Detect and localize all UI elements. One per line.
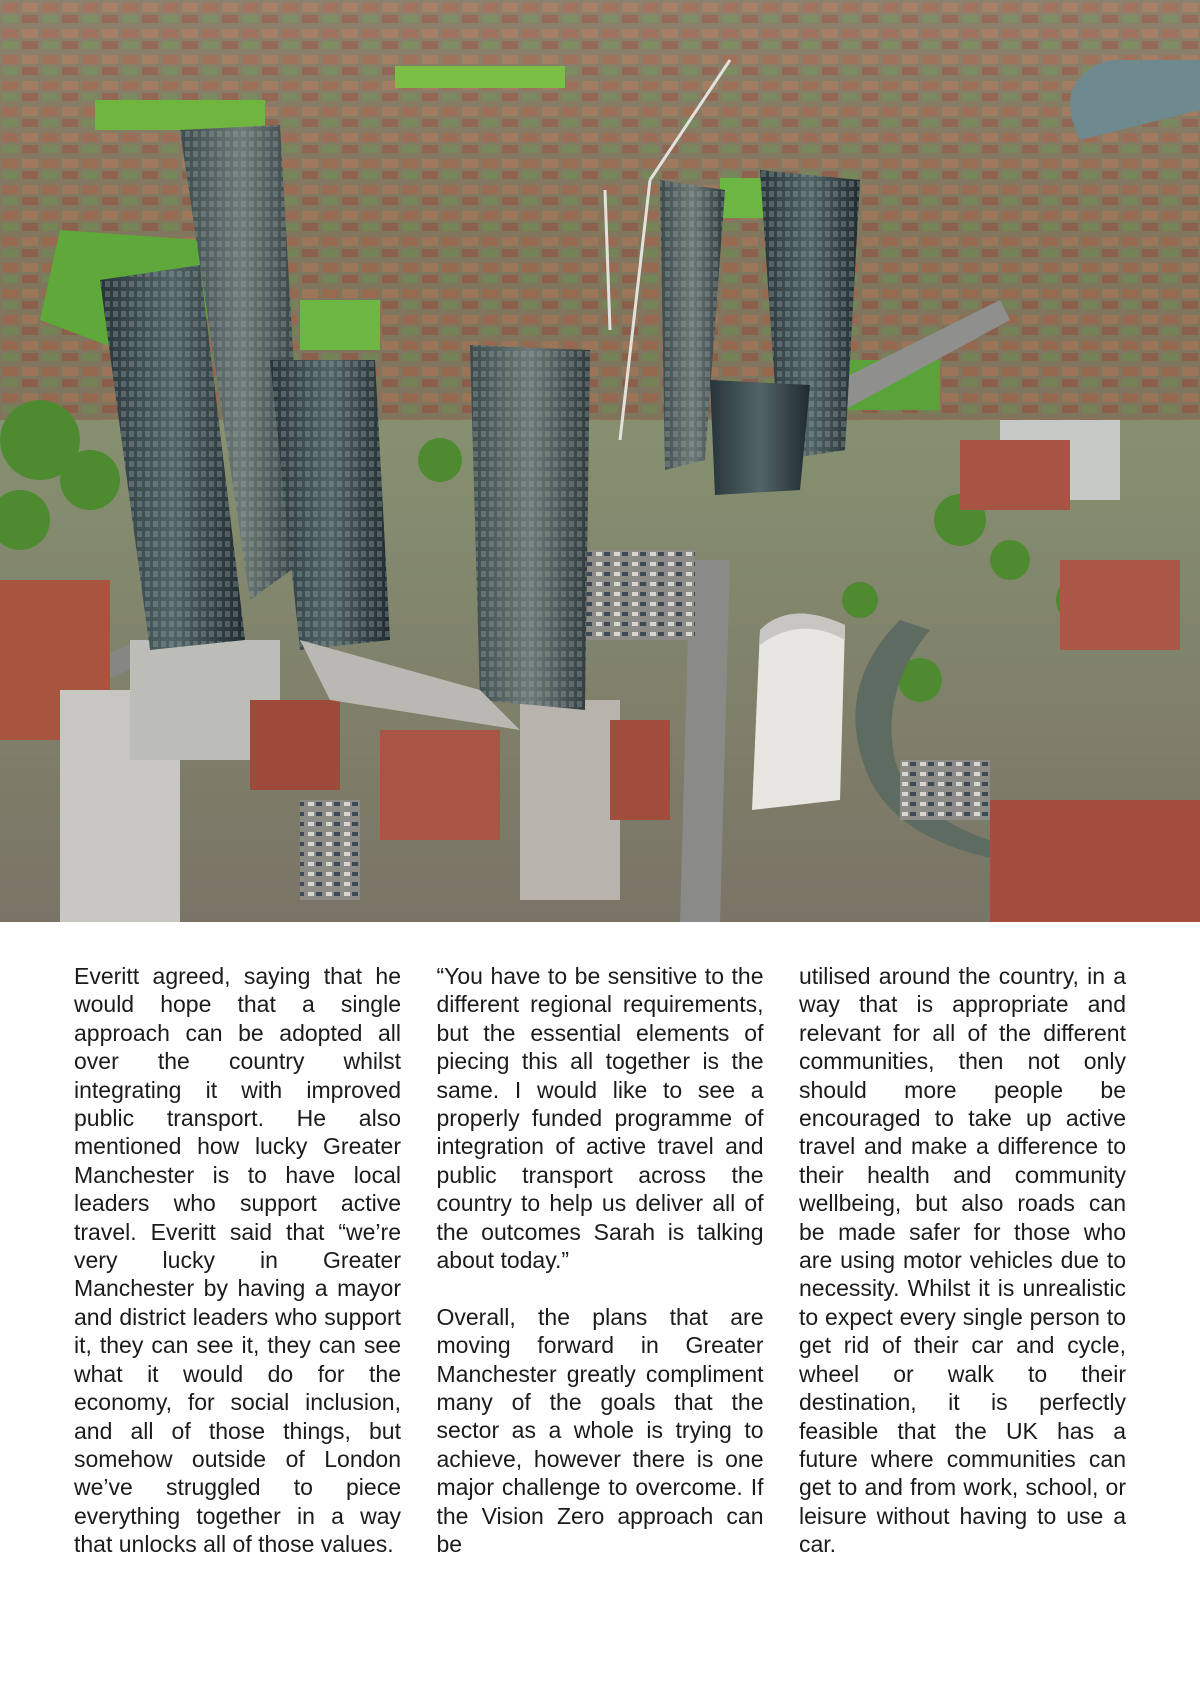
paragraph: Overall, the plans that are moving forward in Greater Manchester greatly compliment many of the goals that the sector as a whole is trying to achieve, however there is one major challenge to overcome. If the Vision Zero approach can be [436,1303,764,1558]
article-column-3 [799,962,1126,1602]
paragraph: “You have to be sensitive to the different regional requirements, but the essential elements of piecing this all together is the same. I would like to see a properly funded programme of integration of active travel and public transport across the country to help us deliver all of the outcomes Sarah is talking about today.” [436,963,764,1274]
article-column-1 [74,962,401,1602]
article-body [74,962,1126,1602]
article-column-2 [437,962,764,1602]
paragraph: Everitt agreed, saying that he would hope that a single approach can be adopted all over the country whilst integrating it with improved public transport. He also mentioned how lucky Greater Manchester is to have local leaders who support active travel. Everitt said that “we’re very lucky in Greater Manchester by having a mayor and district leaders who support it, they can see it, they can see what it would do for the economy, for social inclusion, and all of those things, but somehow outside of London we’ve struggled to piece everything together in a way that unlocks all of those values. [74,963,401,1558]
paragraph: utilised around the country, in a way that is appropriate and relevant for all of the different communities, then not only should more people be encouraged to take up active travel and make a difference to their health and community wellbeing, but also roads can be made safer for those who are using motor vehicles due to necessity. Whilst it is unrealistic to expect every single person to get rid of their car and cycle, wheel or walk to their destination, it is perfectly feasible that the UK has a future where communities can get to and from work, school, or leisure without having to use a car. [799,963,1126,1558]
